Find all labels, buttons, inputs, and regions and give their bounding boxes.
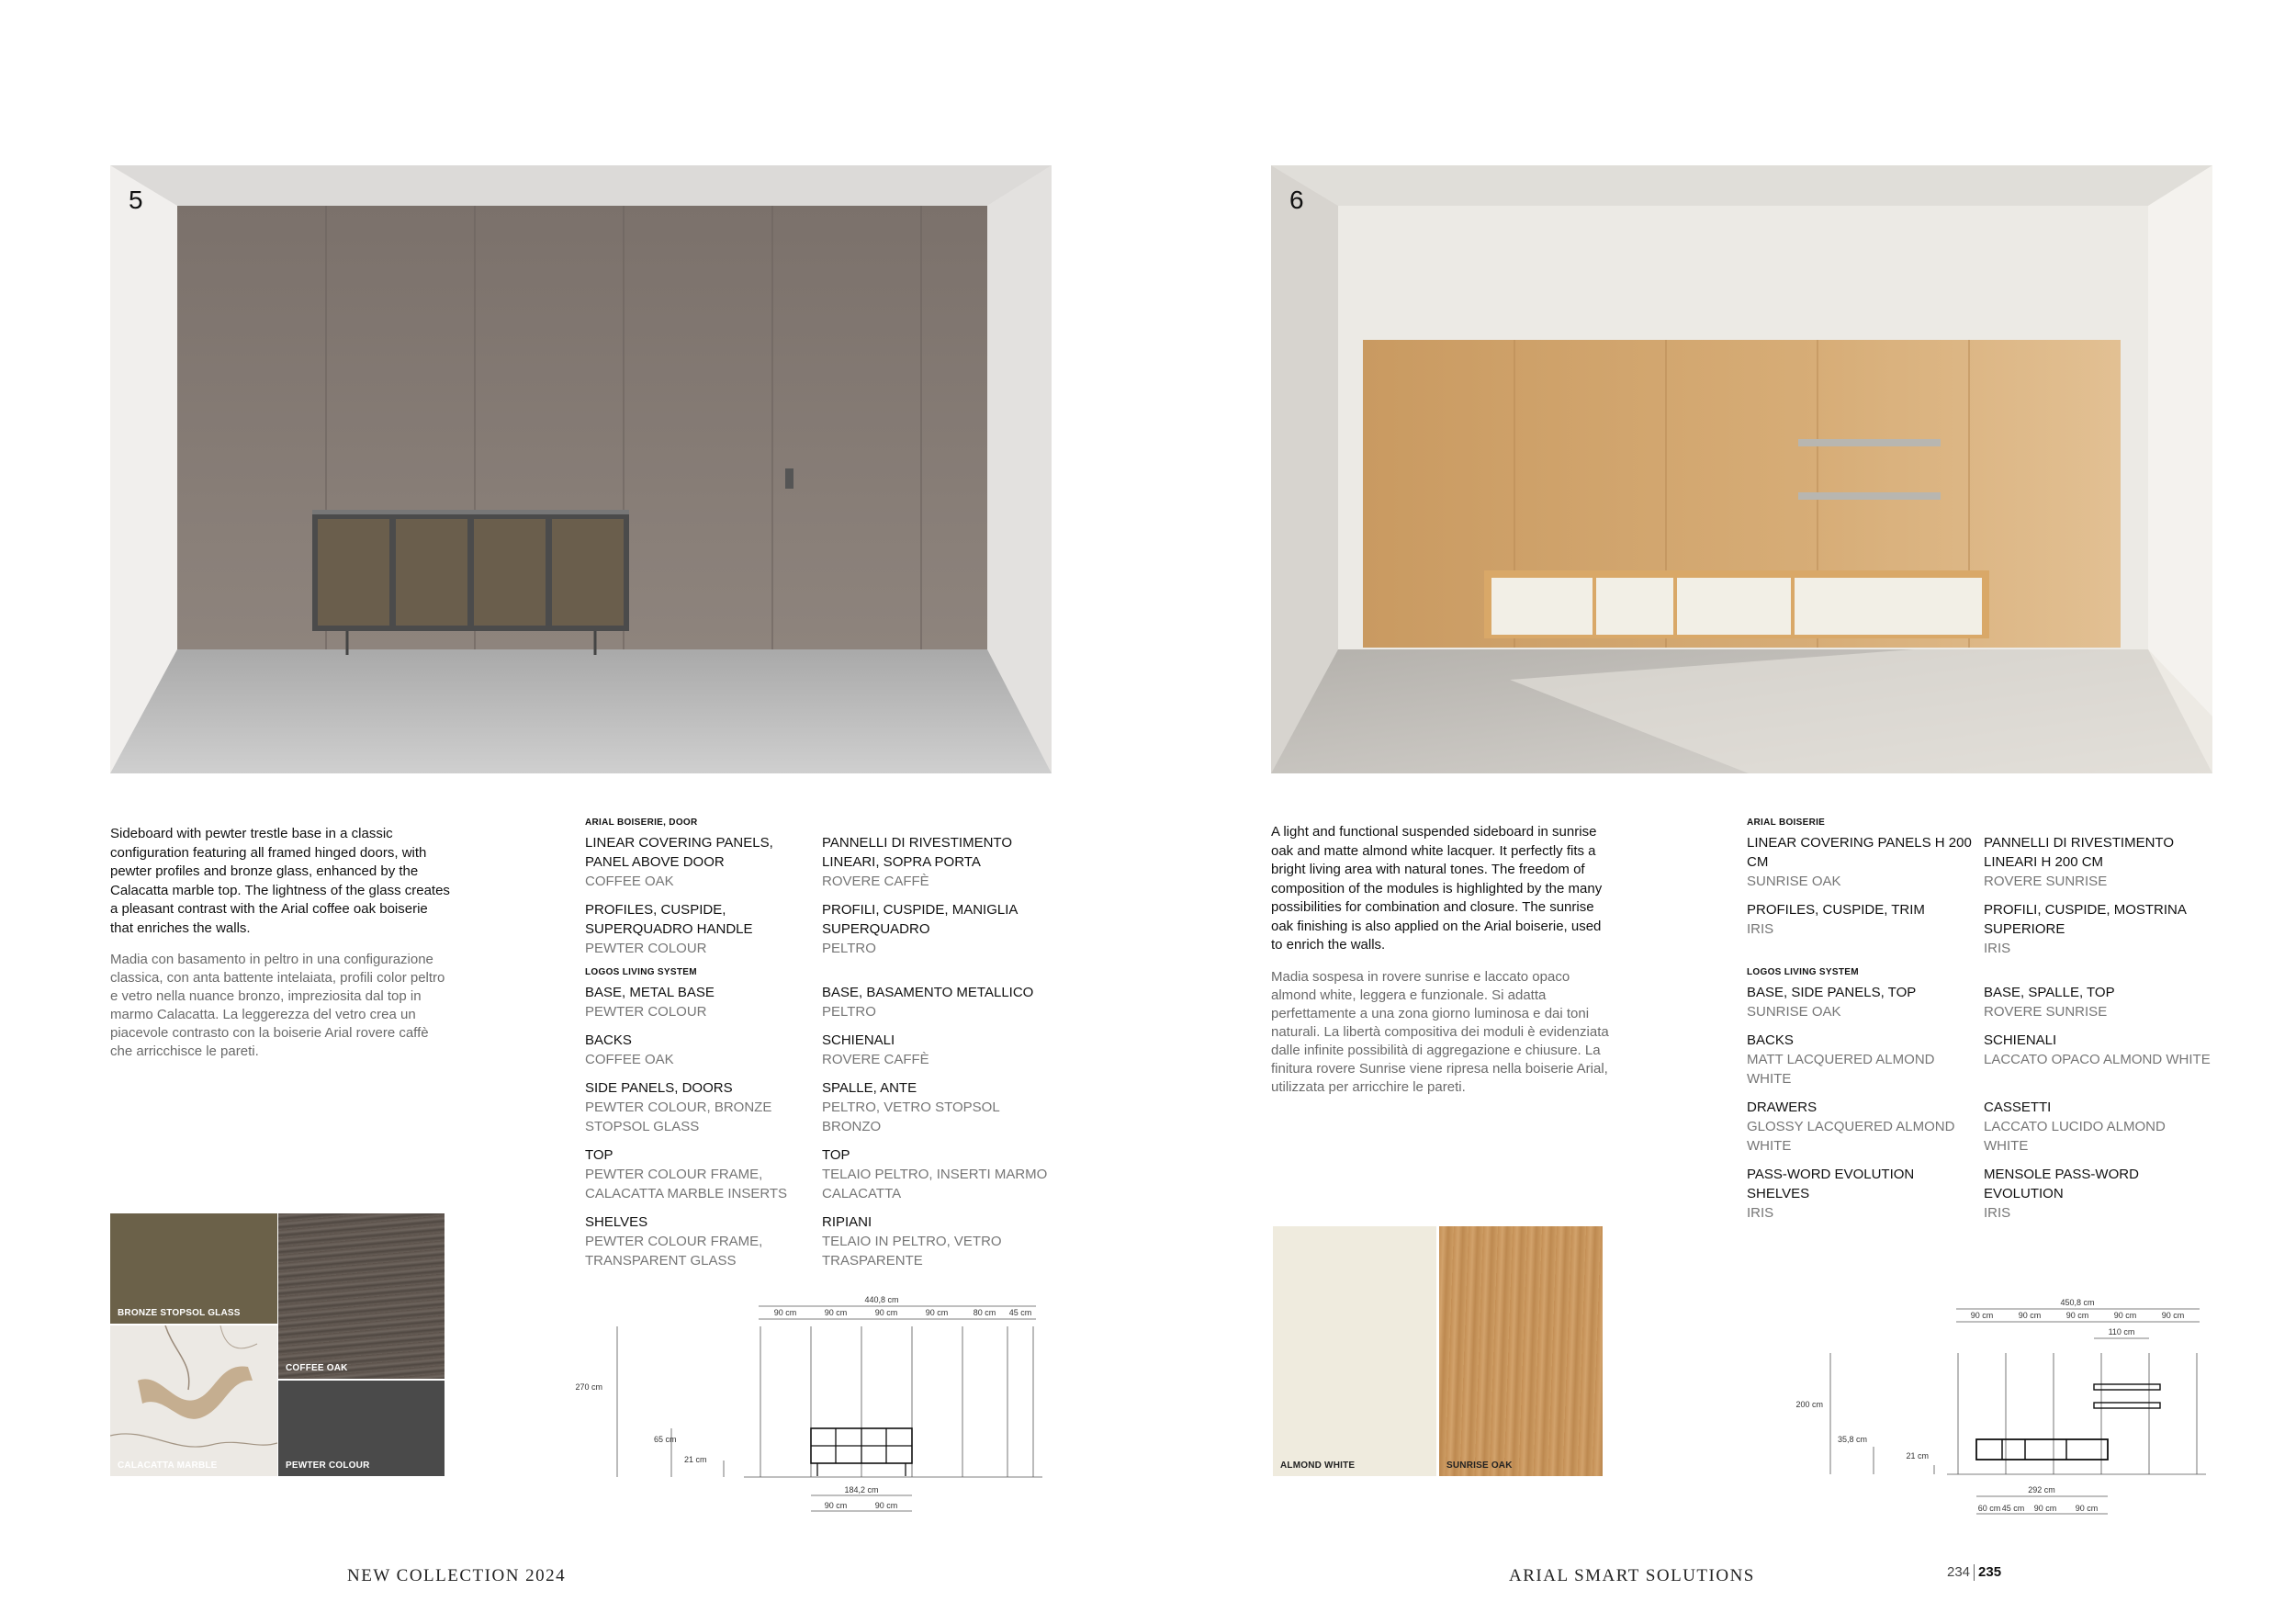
spec-value-it: ROVERE SUNRISE <box>1984 874 2108 889</box>
dim-segment: 90 cm <box>773 1308 797 1317</box>
spec-row <box>1747 900 2224 958</box>
spec-key-it: SCHIENALI <box>822 1032 895 1048</box>
scene-number: 6 <box>1289 186 1304 214</box>
dim-segment: 90 cm <box>1970 1311 1994 1320</box>
spec-key-it: PANNELLI DI RIVESTIMENTO LINEARI, SOPRA PORTA <box>822 835 1012 870</box>
swatch-label: CALACATTA MARBLE <box>118 1460 218 1471</box>
spec-section-title: ARIAL BOISERIE <box>1747 818 1826 828</box>
spec-row <box>1747 983 2224 1021</box>
spec-list-6 <box>1747 818 2224 1232</box>
dim-unit-segment: 60 cm <box>1977 1504 2001 1513</box>
spec-key-en: PASS-WORD EVOLUTION SHELVES <box>1747 1167 1915 1201</box>
spec-value-en: SUNRISE OAK <box>1747 1004 1841 1020</box>
description-it: Madia sospesa in rovere sunrise e laccato opaco almond white, leggera e funzionale. Si adatta perfettamente a una zona giorno luminosa e dai toni naturali. La libertà compositiva dei moduli è evidenziata dalle infinite possibilità di aggregazione e chiusure. La finitura rovere Sunrise viene ripresa nella boiserie Arial, utilizzata per arricchire le pareti. <box>1271 968 1609 1095</box>
spec-key-en: SHELVES <box>585 1214 648 1230</box>
technical-drawing-6 <box>1773 1291 2213 1539</box>
spec-row <box>585 1078 1063 1136</box>
description-en: A light and functional suspended sideboard in sunrise oak and matte almond white lacquer. It perfectly fits a bright living area with natural tones. The freedom of composition of the modules is highlighted by the many possibilities for combination and closure. The sunrise oak finishing is also applied on the Arial boiserie, used to enrich the walls. <box>1271 824 1603 953</box>
swatch-label: COFFEE OAK <box>286 1363 348 1373</box>
spec-section <box>585 967 1063 1270</box>
description-en: Sideboard with pewter trestle base in a classic configuration featuring all framed hinged doors, with pewter profiles and bronze glass, enhanced by the Calacatta marble top. The lightness of the glass creates a pleasant contrast with the Arial coffee oak boiserie that enriches the walls. <box>110 826 450 936</box>
spec-key-en: LINEAR COVERING PANELS, PANEL ABOVE DOOR <box>585 835 773 870</box>
spec-key-it: BASE, BASAMENTO METALLICO <box>822 985 1034 1000</box>
spec-section <box>585 818 1063 958</box>
spec-row <box>1747 1098 2224 1156</box>
spec-key-it: CASSETTI <box>1984 1100 2052 1115</box>
spec-section <box>1747 967 2224 1223</box>
spec-key-en: BACKS <box>585 1032 632 1048</box>
swatch-almond-white <box>1273 1226 1436 1476</box>
description-block-5 <box>110 825 450 1061</box>
swatch-label: SUNRISE OAK <box>1446 1460 1513 1471</box>
spec-value-it: TELAIO PELTRO, INSERTI MARMO CALACATTA <box>822 1167 1048 1201</box>
spec-key-en: DRAWERS <box>1747 1100 1818 1115</box>
spec-key-en: BASE, METAL BASE <box>585 985 715 1000</box>
dim-unit-width: 292 cm <box>2028 1485 2055 1494</box>
dim-base-height: 21 cm <box>1906 1451 1929 1460</box>
spec-key-it: MENSOLE PASS-WORD EVOLUTION <box>1984 1167 2139 1201</box>
spec-key-it: RIPIANI <box>822 1214 872 1230</box>
spec-value-it: TELAIO IN PELTRO, VETRO TRASPARENTE <box>822 1234 1002 1269</box>
spec-key-en: LINEAR COVERING PANELS H 200 CM <box>1747 835 1972 870</box>
spec-value-en: COFFEE OAK <box>585 1052 674 1067</box>
spec-value-it: IRIS <box>1984 941 2011 956</box>
spec-value-it: IRIS <box>1984 1205 2011 1221</box>
dim-unit-segment: 90 cm <box>2033 1504 2057 1513</box>
dim-segment: 90 cm <box>874 1308 898 1317</box>
spec-value-it: ROVERE SUNRISE <box>1984 1004 2108 1020</box>
spec-key-it: TOP <box>822 1147 850 1163</box>
spec-row <box>1747 1031 2224 1088</box>
swatch-bronze-stopsol-glass <box>110 1213 277 1324</box>
spec-value-en: PEWTER COLOUR FRAME, TRANSPARENT GLASS <box>585 1234 763 1269</box>
spec-value-en: IRIS <box>1747 921 1774 937</box>
swatch-label: ALMOND WHITE <box>1280 1460 1356 1471</box>
spec-key-en: BASE, SIDE PANELS, TOP <box>1747 985 1917 1000</box>
dim-total-width: 440,8 cm <box>864 1295 899 1304</box>
dim-unit-height: 65 cm <box>654 1435 677 1444</box>
dim-segment: 90 cm <box>2161 1311 2185 1320</box>
room-photo-6 <box>1271 165 2212 773</box>
dim-segment: 90 cm <box>824 1308 848 1317</box>
dim-segment: 45 cm <box>1008 1308 1032 1317</box>
spec-value-en: COFFEE OAK <box>585 874 674 889</box>
description-block-6 <box>1271 823 1611 1097</box>
dim-unit-width: 184,2 cm <box>844 1485 879 1494</box>
spec-section-title: LOGOS LIVING SYSTEM <box>585 967 697 977</box>
spec-value-it: ROVERE CAFFÈ <box>822 1052 929 1067</box>
room-photo-5 <box>110 165 1052 773</box>
swatch-sunrise-oak <box>1439 1226 1603 1476</box>
spec-value-it: PELTRO, VETRO STOPSOL BRONZO <box>822 1100 1000 1134</box>
page-number-left: 234 <box>1947 1564 1971 1580</box>
spec-value-it: LACCATO OPACO ALMOND WHITE <box>1984 1052 2211 1067</box>
spec-value-en: SUNRISE OAK <box>1747 874 1841 889</box>
spec-key-it: BASE, SPALLE, TOP <box>1984 985 2115 1000</box>
spec-key-en: BACKS <box>1747 1032 1794 1048</box>
spec-key-en: TOP <box>585 1147 613 1163</box>
spec-value-en: PEWTER COLOUR FRAME, CALACATTA MARBLE INSERTS <box>585 1167 788 1201</box>
spec-value-en: IRIS <box>1747 1205 1774 1221</box>
dim-segment: 80 cm <box>973 1308 996 1317</box>
page-numbers <box>1947 1564 2001 1581</box>
spec-key-en: SIDE PANELS, DOORS <box>585 1080 733 1096</box>
spec-section-title: LOGOS LIVING SYSTEM <box>1747 967 1859 977</box>
spec-key-it: SPALLE, ANTE <box>822 1080 917 1096</box>
dim-unit-segment: 90 cm <box>824 1501 848 1510</box>
footer-right-title: ARIAL SMART SOLUTIONS <box>1509 1566 1755 1585</box>
spec-row <box>585 833 1063 891</box>
dim-total-width: 450,8 cm <box>2060 1298 2095 1307</box>
technical-drawing-5 <box>569 1286 1047 1534</box>
dim-segment: 90 cm <box>2065 1311 2089 1320</box>
spec-row <box>1747 833 2224 891</box>
dim-unit-segment: 45 cm <box>2001 1504 2025 1513</box>
dim-unit-segment: 90 cm <box>2075 1504 2099 1513</box>
dim-segment: 90 cm <box>925 1308 949 1317</box>
page-separator <box>1974 1564 1975 1581</box>
spec-key-it: SCHIENALI <box>1984 1032 2057 1048</box>
spec-value-en: GLOSSY LACQUERED ALMOND WHITE <box>1747 1119 1955 1154</box>
swatch-coffee-oak <box>278 1213 445 1379</box>
swatch-label: PEWTER COLOUR <box>286 1460 370 1471</box>
spec-value-it: LACCATO LUCIDO ALMOND WHITE <box>1984 1119 2166 1154</box>
spec-row <box>585 1145 1063 1203</box>
dim-base-height: 21 cm <box>684 1455 707 1464</box>
spec-key-it: PROFILI, CUSPIDE, MOSTRINA SUPERIORE <box>1984 902 2187 937</box>
spec-row <box>1747 1165 2224 1223</box>
spec-key-en: PROFILES, CUSPIDE, TRIM <box>1747 902 1925 918</box>
spec-key-it: PROFILI, CUSPIDE, MANIGLIA SUPERQUADRO <box>822 902 1018 937</box>
dim-shelf-width: 110 cm <box>2108 1327 2135 1336</box>
dim-segment: 90 cm <box>2018 1311 2042 1320</box>
spec-value-it: PELTRO <box>822 1004 876 1020</box>
spec-row <box>585 900 1063 958</box>
swatch-pewter-colour <box>278 1381 445 1476</box>
dim-segment: 90 cm <box>2113 1311 2137 1320</box>
spec-section-title: ARIAL BOISERIE, DOOR <box>585 818 698 828</box>
dim-unit-segment: 90 cm <box>874 1501 898 1510</box>
spec-row <box>585 1031 1063 1069</box>
spec-value-it: PELTRO <box>822 941 876 956</box>
spec-key-it: PANNELLI DI RIVESTIMENTO LINEARI H 200 CM <box>1984 835 2174 870</box>
dim-height: 200 cm <box>1795 1400 1823 1409</box>
spec-value-en: PEWTER COLOUR <box>585 1004 707 1020</box>
spec-value-en: PEWTER COLOUR <box>585 941 707 956</box>
scene-number: 5 <box>129 186 143 214</box>
dim-unit-height: 35,8 cm <box>1837 1435 1867 1444</box>
spec-section <box>1747 818 2224 958</box>
spec-list-5 <box>585 818 1063 1280</box>
spec-key-en: PROFILES, CUSPIDE, SUPERQUADRO HANDLE <box>585 902 753 937</box>
spec-row <box>585 1212 1063 1270</box>
description-it: Madia con basamento in peltro in una configurazione classica, con anta battente intelaiata, profili color peltro e vetro nella nuance bronzo, impreziosita dal top in marmo Calacatta. La leggerezza del vetro crea un piacevole contrasto con la boiserie Arial rovere caffè che arricchisce le pareti. <box>110 952 445 1059</box>
spec-row <box>585 983 1063 1021</box>
spec-value-en: PEWTER COLOUR, BRONZE STOPSOL GLASS <box>585 1100 772 1134</box>
page-number-right: 235 <box>1978 1564 2002 1580</box>
swatch-label: BRONZE STOPSOL GLASS <box>118 1308 241 1318</box>
dim-height: 270 cm <box>575 1382 602 1392</box>
swatch-calacatta-marble <box>110 1325 277 1476</box>
footer-left-title: NEW COLLECTION 2024 <box>347 1566 567 1585</box>
spec-value-en: MATT LACQUERED ALMOND WHITE <box>1747 1052 1935 1087</box>
spec-value-it: ROVERE CAFFÈ <box>822 874 929 889</box>
